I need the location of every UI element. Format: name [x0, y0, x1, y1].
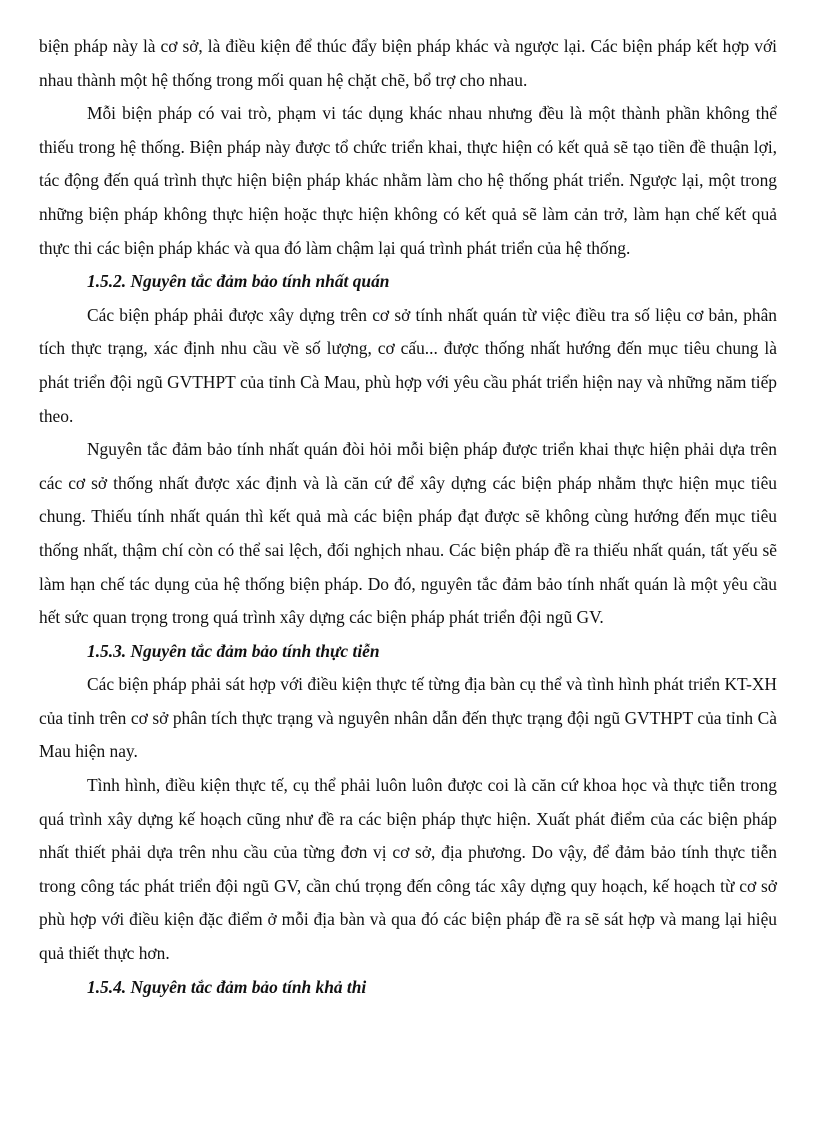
document-page	[39, 30, 777, 1004]
heading-1-5-2: 1.5.2. Nguyên tắc đảm bảo tính nhất quán	[87, 271, 390, 292]
paragraph-consistency-requirement: Nguyên tắc đảm bảo tính nhất quán đòi hỏi mỗi biện pháp được triển khai thực hiện phải dựa trên các cơ sở thống nhất được xác định và là căn cứ để xây dựng các biện pháp nhằm thực hiện mục tiêu chung. Thiếu tính nhất quán thì kết quả mà các biện pháp đạt được sẽ không cùng hướng đến mục tiêu thống nhất, thậm chí còn có thể sai lệch, đối nghịch nhau. Các biện pháp đề ra thiếu nhất quán, tất yếu sẽ làm hạn chế tác dụng của hệ thống biện pháp. Do đó, nguyên tắc đảm bảo tính nhất quán là một yêu cầu hết sức quan trọng trong quá trình xây dựng các biện pháp phát triển đội ngũ GV.	[39, 439, 777, 628]
paragraph-role-of-measures: Mỗi biện pháp có vai trò, phạm vi tác dụng khác nhau nhưng đều là một thành phần không thể thiếu trong hệ thống. Biện pháp này được tổ chức triển khai, thực hiện có kết quả sẽ tạo tiền đề thuận lợi, tác động đến quá trình thực hiện biện pháp khác nhằm làm cho hệ thống phát triển. Ngược lại, một trong những biện pháp không thực hiện hoặc thực hiện không có kết quả sẽ làm cản trở, làm hạn chế kết quả thực thi các biện pháp khác và qua đó làm chậm lại quá trình phát triển của hệ thống.	[39, 103, 777, 258]
paragraph-practicality-conditions: Tình hình, điều kiện thực tế, cụ thể phải luôn luôn được coi là căn cứ khoa học và thực tiễn trong quá trình xây dựng kế hoạch cũng như đề ra các biện pháp thực hiện. Xuất phát điểm của các biện pháp nhất thiết phải dựa trên nhu cầu của từng đơn vị cơ sở, địa phương. Do vậy, để đảm bảo tính thực tiễn trong công tác phát triển đội ngũ GV, cần chú trọng đến công tác xây dựng quy hoạch, kế hoạch từ cơ sở phù hợp với điều kiện đặc điểm ở mỗi địa bàn và qua đó các biện pháp đề ra sẽ sát hợp và mang lại hiệu quả thiết thực hơn.	[39, 775, 777, 964]
paragraph-consistency-basis: Các biện pháp phải được xây dựng trên cơ sở tính nhất quán từ việc điều tra số liệu cơ bản, phân tích thực trạng, xác định nhu cầu về số lượng, cơ cấu... được thống nhất hướng đến mục tiêu chung là phát triển đội ngũ GVTHPT của tỉnh Cà Mau, phù hợp với yêu cầu phát triển hiện nay và những năm tiếp theo.	[39, 304, 777, 426]
heading-1-5-4: 1.5.4. Nguyên tắc đảm bảo tính khả thi	[87, 976, 367, 997]
paragraph-continuation: biện pháp này là cơ sở, là điều kiện để thúc đẩy biện pháp khác và ngược lại. Các biện pháp kết hợp với nhau thành một hệ thống trong mối quan hệ chặt chẽ, bổ trợ cho nhau.	[39, 36, 777, 90]
heading-1-5-3: 1.5.3. Nguyên tắc đảm bảo tính thực tiễn	[87, 640, 380, 661]
paragraph-practicality-basis: Các biện pháp phải sát hợp với điều kiện thực tế từng địa bàn cụ thể và tình hình phát triển KT-XH của tỉnh trên cơ sở phân tích thực trạng và nguyên nhân dẫn đến thực trạng đội ngũ GVTHPT của tỉnh Cà Mau hiện nay.	[39, 674, 777, 762]
